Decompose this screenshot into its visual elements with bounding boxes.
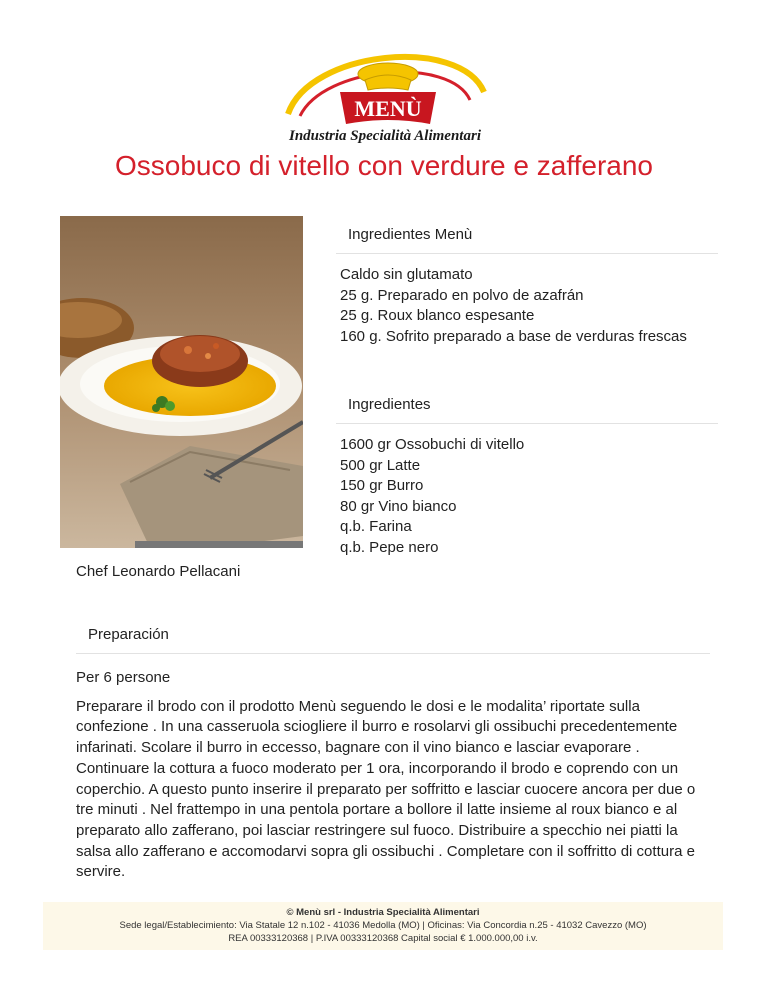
footer-address: Sede legal/Establecimiento: Via Statale 12 n.102 - 41036 Medolla (MO) | Oficinas: Via Concordia n.25 - 41032 Cavezzo (MO) bbox=[119, 920, 647, 931]
list-item: 25 g. Roux blanco espesante bbox=[340, 307, 535, 325]
servings: Per 6 persone bbox=[76, 669, 171, 686]
preparation-heading-label: Preparación bbox=[88, 626, 169, 643]
ingredients-heading bbox=[336, 396, 718, 424]
food-photo-icon bbox=[60, 216, 303, 548]
chef-hat-icon bbox=[358, 63, 418, 90]
list-item: 1600 gr Ossobuchi di vitello bbox=[340, 436, 525, 453]
ingredients-menu-heading-label: Ingredientes Menù bbox=[348, 226, 473, 243]
list-item: 80 gr Vino bianco bbox=[340, 497, 457, 515]
list-item: 160 g. Sofrito preparado a base de verduras frescas bbox=[340, 327, 687, 345]
preparation-body bbox=[76, 668, 716, 891]
footer-copyright: © Menù srl - Industria Specialità Alimentari bbox=[286, 907, 480, 918]
list-item: 500 gr Latte bbox=[340, 456, 421, 474]
preparation-text: Preparare il brodo con il prodotto Menù seguendo le dosi e le modalita’ riportate sulla confezione . In una casseruola sciogliere il burro e rosolarvi gli ossibuchi precedentemente infarinati. Scolare il burro in eccesso, bagnare con il vino bianco e lasciar evaporare . Continuare la cottura a fuoco moderato per 1 ora, incorporando il brodo e coprendo con un coperchio. A questo punto inserire il preparato per soffritto e lasciar cuocere ancora per due o tre minuti . Nel frattempo in una pentola portare a bollore il latte insieme al roux bianco e al preparato allo zafferano, poi lasciar restringere sul fuoco. Distribuire a specchio nei piatti la salsa allo zafferano e accomodarvi sopra gli ossibuchi . Completare con il soffritto di cottura e servire. bbox=[76, 697, 696, 881]
ingredients-heading-label: Ingredientes bbox=[348, 396, 431, 413]
footer bbox=[43, 902, 723, 950]
menu-logo bbox=[270, 40, 500, 150]
ingredients-list bbox=[340, 435, 524, 559]
footer-registration: REA 00333120368 | P.IVA 00333120368 Capital social € 1.000.000,00 i.v. bbox=[228, 933, 538, 944]
list-item: q.b. Farina bbox=[340, 518, 412, 536]
chef-name: Chef Leonardo Pellacani bbox=[76, 563, 241, 580]
page-title: Ossobuco di vitello con verdure e zafferano bbox=[114, 150, 653, 181]
logo-tagline: Industria Specialità Alimentari bbox=[289, 128, 481, 144]
recipe-photo bbox=[60, 216, 303, 548]
logo-brand: MENÙ bbox=[354, 96, 422, 121]
ingredients-menu-heading bbox=[336, 226, 718, 254]
preparation-heading bbox=[76, 626, 710, 654]
list-item: Caldo sin glutamato bbox=[340, 266, 473, 283]
ingredients-menu-list bbox=[340, 265, 687, 347]
list-item: q.b. Pepe nero bbox=[340, 538, 439, 556]
list-item: 150 gr Burro bbox=[340, 477, 424, 495]
menu-logo-graphic bbox=[270, 40, 500, 132]
list-item: 25 g. Preparado en polvo de azafrán bbox=[340, 286, 584, 304]
